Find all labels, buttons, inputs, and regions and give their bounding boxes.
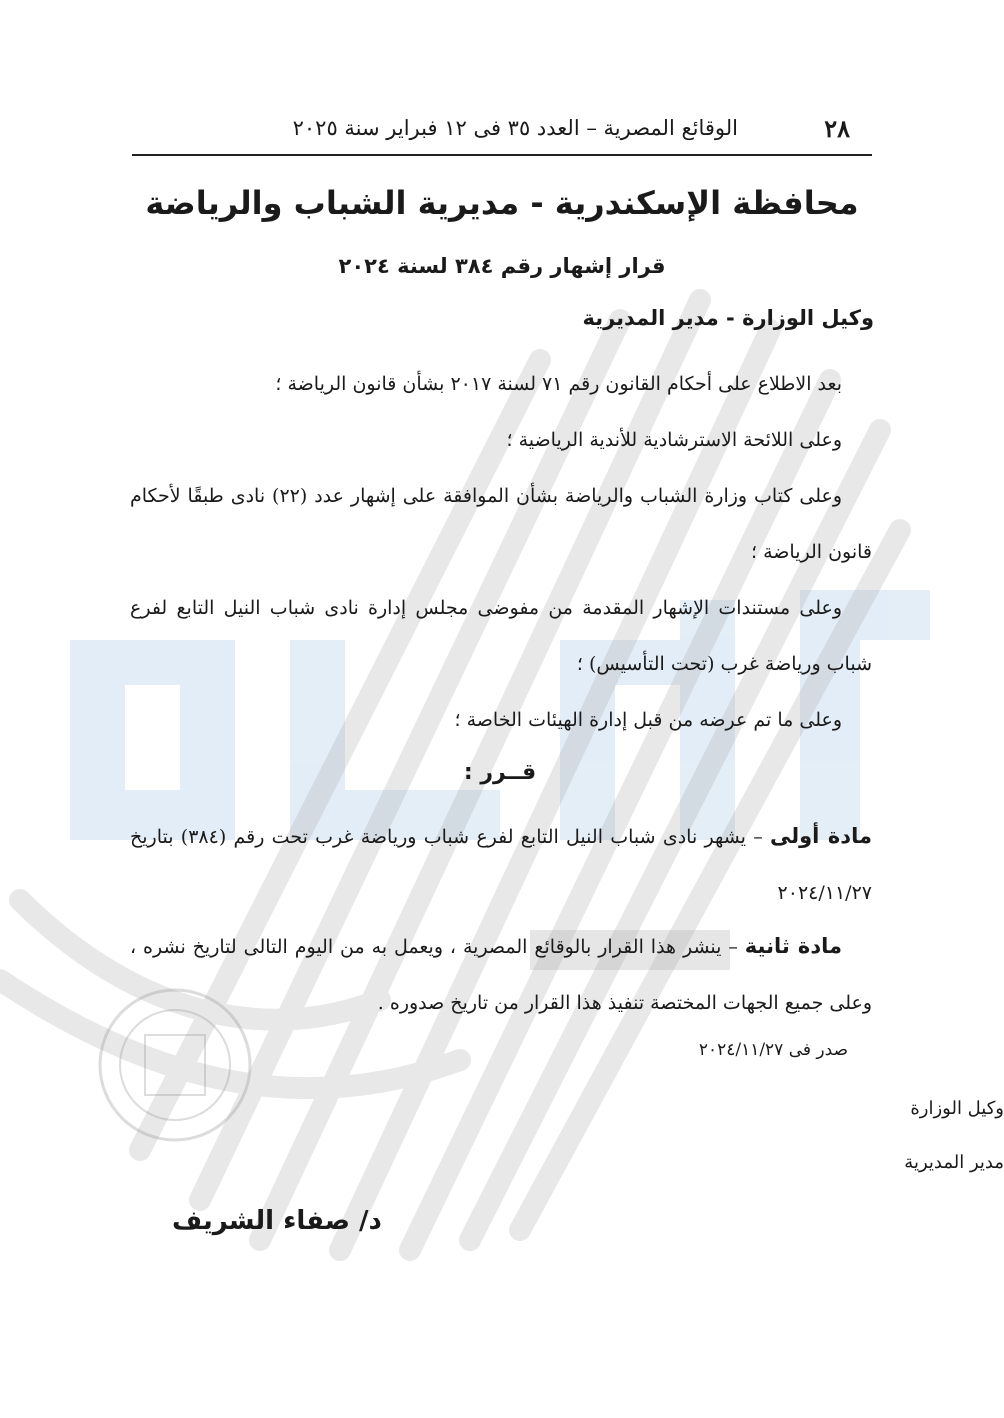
issuer-heading: وكيل الوزارة - مدير المديرية	[582, 306, 874, 330]
page-number: ٢٨	[824, 114, 850, 143]
signature-title: وكيل الوزارة	[910, 1098, 1004, 1119]
preamble-item: بعد الاطلاع على أحكام القانون رقم ٧١ لسنة ٢٠١٧ بشأن قانون الرياضة ؛	[275, 373, 842, 395]
page-header	[132, 114, 872, 156]
article-2	[130, 918, 872, 1031]
document-title: محافظة الإسكندرية - مديرية الشباب والرياضة	[145, 184, 859, 222]
preamble-item: وعلى ما تم عرضه من قبل إدارة الهيئات الخاصة ؛	[454, 709, 842, 731]
article-text: – يشهر نادى شباب النيل التابع لفرع شباب ورياضة غرب تحت رقم (٣٨٤) بتاريخ ٢٠٢٤/١١/٢٧	[130, 826, 872, 904]
signature-name: د/ صفاء الشريف	[172, 1206, 382, 1236]
preamble-item: وعلى اللائحة الاسترشادية للأندية الرياضية ؛	[506, 429, 842, 451]
article-1	[130, 808, 872, 921]
article-label: مادة أولى	[770, 824, 872, 848]
article-label: مادة ثانية	[744, 934, 842, 958]
signature-position: مدير المديرية	[904, 1152, 1004, 1173]
issue-line: الوقائع المصرية – العدد ٣٥ فى ١٢ فبراير سنة ٢٠٢٥	[292, 116, 738, 140]
preamble-item: وعلى كتاب وزارة الشباب والرياضة بشأن الموافقة على إشهار عدد (٢٢) نادى طبقًا لأحكام قانون الرياضة ؛	[130, 485, 872, 563]
decision-number: قرار إشهار رقم ٣٨٤ لسنة ٢٠٢٤	[338, 254, 666, 278]
article-text: – ينشر هذا القرار بالوقائع المصرية ، ويعمل به من اليوم التالى لتاريخ نشره ، وعلى جميع الجهات المختصة تنفيذ هذا القرار من تاريخ صدوره .	[130, 936, 872, 1014]
preamble-item: وعلى مستندات الإشهار المقدمة من مفوضى مجلس إدارة نادى شباب النيل التابع لفرع شباب ورياضة غرب (تحت التأسيس) ؛	[130, 597, 872, 675]
issued-date: صدر فى ٢٠٢٤/١١/٢٧	[698, 1040, 848, 1060]
decides-heading: قــرر :	[463, 760, 537, 785]
